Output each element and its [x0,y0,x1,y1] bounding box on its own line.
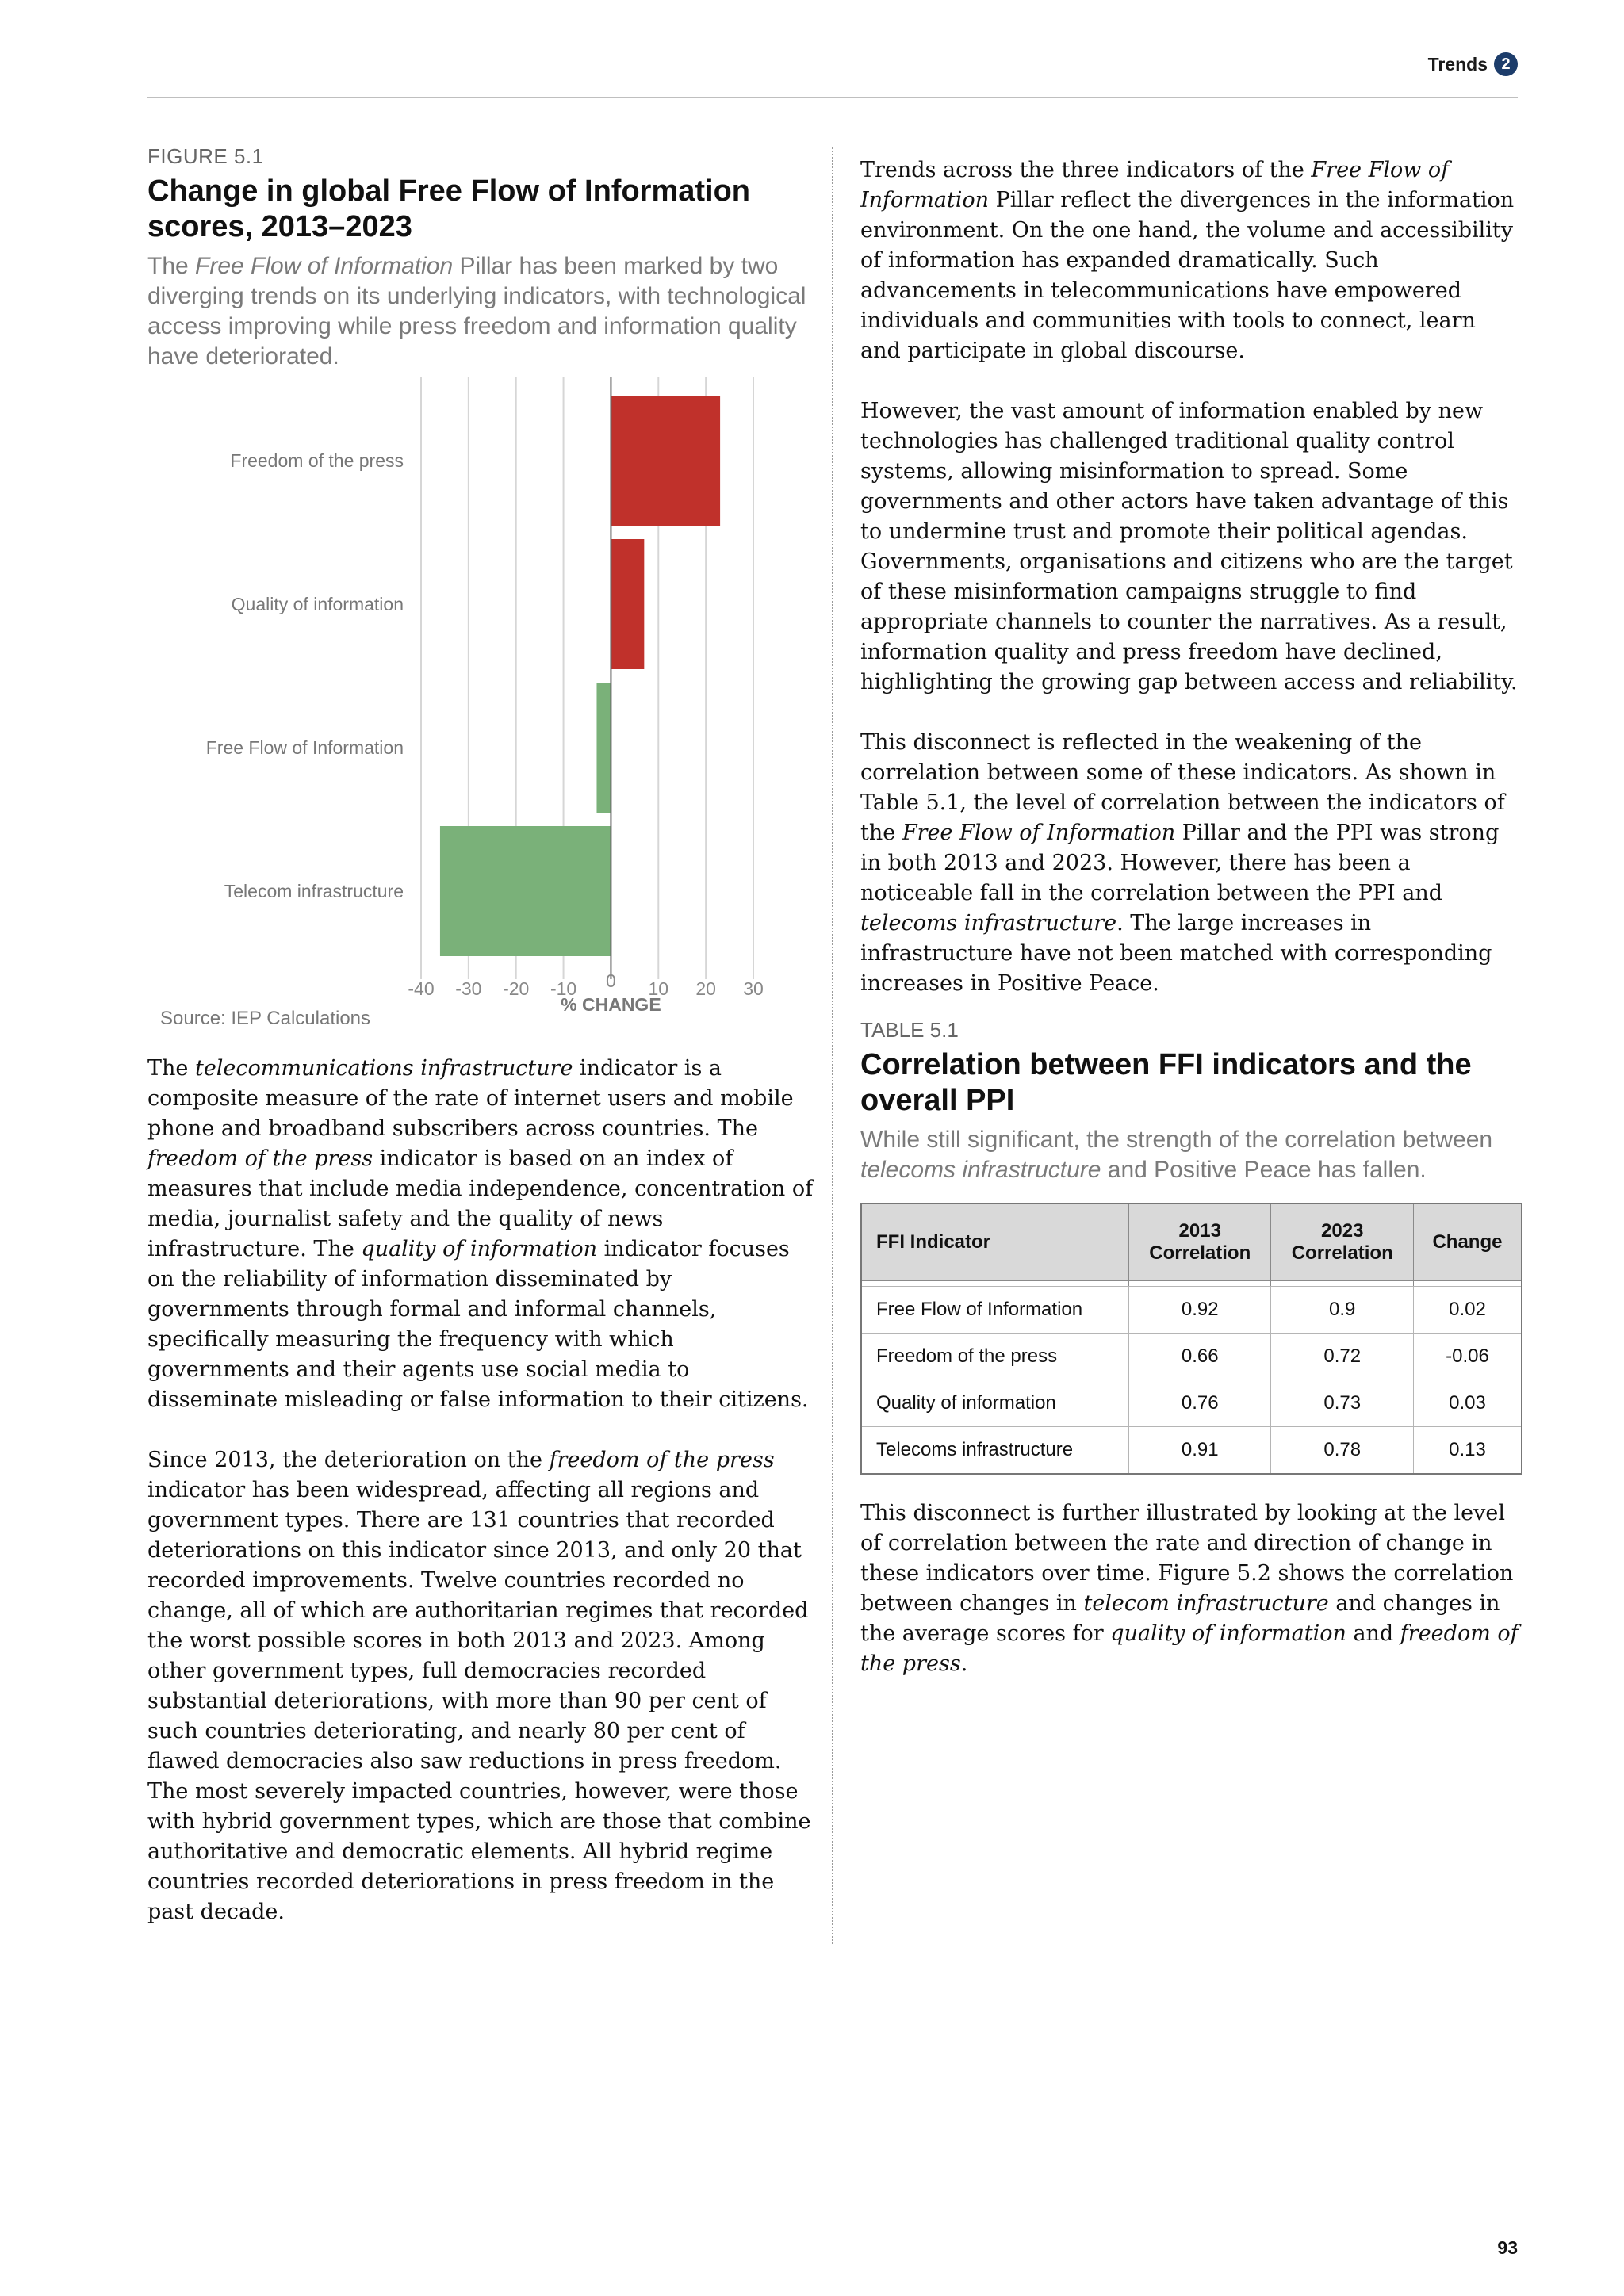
category-label: Telecom infrastructure [224,881,404,901]
table-spacer [861,1281,1522,1287]
table-cell: -0.06 [1413,1334,1522,1380]
table-cell: Quality of information [861,1380,1129,1427]
table-cell: Freedom of the press [861,1334,1129,1380]
figure-title: Change in global Free Flow of Information scores, 2013–2023 [147,174,750,243]
body-paragraph [860,155,1520,366]
left-body-text [147,1054,814,1927]
table-row [861,1380,1522,1427]
x-tick-label: -30 [455,978,482,999]
table-cell: Telecoms infrastructure [861,1427,1129,1475]
body-paragraph: However, the vast amount of information enabled by new technologies has challenged traditional quality control systems, allowing misinformation to spread. Some governments and other actors have taken advantage of this to undermine trust and promote their political agendas. Governments, organisations and citizens who are the target of these misinformation campaigns struggle to find appropriate channels to counter the narratives. As a result, information quality and press freedom have declined, highlighting the growing gap between access and reliability. [860,399,1518,695]
right-column [860,155,1520,1709]
column-header [1271,1203,1413,1281]
text-run: The [147,1056,195,1081]
text-run: While still significant, the strength of the correlation between [860,1127,1493,1153]
spacer-cell [1413,1281,1522,1287]
category-label: Freedom of the press [230,450,404,471]
text-run-italic: quality of information [361,1237,597,1261]
text-run: indicator has been widespread, affecting all regions and government types. There are 131 countries that recorded deteriorations on this indicator since 2013, and only 20 that recorded improvements. Twelve countries recorded no change, all of which are authoritarian regimes that recorded the worst possible scores in both 2013 and 2023. Among other government types, full democracies recorded substantial deteriorations, with more than 90 per cent of such countries deteriorating, and nearly 80 per cent of flawed democracies also saw reductions in press freedom. The most severely impacted countries, however, were those with hybrid government types, which are those that combine authoritative and democratic elements. All hybrid regime countries recorded deteriorations in press freedom in the past decade. [147,1478,811,1924]
text-run: and Positive Peace has fallen. [1101,1157,1427,1183]
chart-canvas [147,377,814,1015]
x-tick-label: -40 [408,978,435,999]
table-cell: 0.91 [1129,1427,1271,1475]
correlation-table [860,1203,1522,1475]
table-cell: Free Flow of Information [861,1287,1129,1334]
x-tick-label: -10 [550,978,577,999]
text-run: This disconnect is reflected in the weakening of the correlation between some of these indicators. As shown in Table 5.1, the level of correlation between the indicators of the [860,730,1505,845]
body-paragraph [147,1054,814,1415]
header-line: Correlation [1149,1242,1251,1264]
body-paragraph [147,1445,814,1927]
table-cell: 0.02 [1413,1287,1522,1334]
x-tick-label: 20 [695,978,716,999]
page-number: 93 [1497,2237,1518,2258]
text-run: . [960,1651,968,1676]
text-run: . The large increases in infrastructure have not been matched with corresponding increases in Positive Peace. [860,911,1492,996]
table-row [861,1287,1522,1334]
table-subtitle [860,1125,1520,1185]
figure-source: Source: IEP Calculations [160,1008,371,1029]
section-label: Trends [1427,53,1488,75]
text-run: indicator is a composite measure of the rate of internet users and mobile phone and broadband subscribers across countries. The [147,1056,794,1141]
figure-subtitle-part: Pillar has been marked by two diverging trends on its underlying indicators, with technological access improving while press freedom and information quality have deteriorated. [147,253,806,369]
spacer-cell [1271,1281,1413,1287]
x-tick-label: 0 [606,970,616,991]
bar-chart [147,377,814,1035]
text-run-italic: Free Flow of Information [902,821,1176,845]
table-cell: 0.92 [1129,1287,1271,1334]
x-tick-label: -20 [503,978,530,999]
text-run: Since 2013, the deterioration on the [147,1448,550,1472]
table-row [861,1427,1522,1475]
header-line: 2023 [1321,1220,1364,1242]
text-run: indicator focuses on the reliability of information disseminated by governments through formal and informal channels, specifically measuring the frequency with which governments and their agents use social media to disseminate misleading or false information to their citizens. [147,1237,809,1412]
table-cell: 0.03 [1413,1380,1522,1427]
text-run-italic: telecommunications infrastructure [194,1056,573,1081]
text-run-italic: quality of information [1110,1621,1346,1646]
section-number-badge: 2 [1494,52,1518,76]
bar-telecom-infrastructure [440,826,611,956]
table-cell: 0.66 [1129,1334,1271,1380]
table-cell: 0.73 [1271,1380,1413,1427]
right-body-text-lower [860,1498,1520,1679]
table-cell: 0.72 [1271,1334,1413,1380]
spacer-cell [861,1281,1129,1287]
figure-subtitle [147,251,814,372]
bar-quality-of-information [611,539,644,669]
text-run-italic: telecoms infrastructure [860,1157,1101,1183]
text-run: This disconnect is further illustrated by looking at the level of correlation between the rate and direction of change in these indicators over time. Figure 5.2 shows the correlation between changes in [860,1501,1514,1616]
x-tick-label: 10 [648,978,669,999]
category-label: Free Flow of Information [205,737,404,758]
column-divider [832,147,833,1944]
text-run: Pillar and the PPI was strong in both 2013 and 2023. However, there has been a noticeable fall in the correlation between the PPI and [860,821,1500,905]
text-run: and [1346,1621,1400,1646]
table-row [861,1334,1522,1380]
bar-free-flow-of-information [596,683,611,813]
header-line: Correlation [1291,1242,1393,1264]
table-title: Correlation between FFI indicators and the overall PPI [860,1048,1472,1117]
column-header: Change [1413,1203,1522,1281]
figure-subtitle-italic: Free Flow of Information [195,253,454,279]
figure-subtitle-part: The [147,253,196,279]
text-run: Trends across the three indicators of the [860,158,1312,182]
text-run-italic: telecoms infrastructure [860,911,1117,936]
header-rule [147,97,1518,98]
spacer-cell [1129,1281,1271,1287]
body-paragraph [860,728,1520,999]
text-run-italic: telecom infrastructure [1083,1591,1329,1616]
text-run-italic: Free Flow of Information [860,158,1450,212]
table-cell: 0.78 [1271,1427,1413,1475]
table-cell: 0.9 [1271,1287,1413,1334]
column-header [1129,1203,1271,1281]
bar-freedom-of-the-press [611,396,720,526]
text-run-italic: freedom of the press [549,1448,775,1472]
text-run: Pillar reflect the divergences in the information environment. On the one hand, the volume and accessibility of information has expanded dramatically. Such advancements in telecommunications have empowered individuals and communities with tools to connect, learn and participate in global discourse. [860,188,1515,363]
left-column [147,144,814,1957]
text-run-italic: freedom of the press [860,1621,1519,1676]
category-label: Quality of information [231,594,404,614]
header-line: 2013 [1178,1220,1221,1242]
table-cell: 0.13 [1413,1427,1522,1475]
table-cell: 0.76 [1129,1380,1271,1427]
x-axis-title: % CHANGE [561,994,661,1015]
text-run-italic: freedom of the press [147,1146,373,1171]
table-label: TABLE 5.1 [860,1018,959,1042]
running-header [1428,52,1518,76]
table-header-row [861,1203,1522,1281]
body-paragraph [860,1498,1520,1679]
x-tick-label: 30 [743,978,764,999]
text-run: and changes in the average scores for [860,1591,1500,1646]
right-body-text [860,155,1520,999]
figure-label: FIGURE 5.1 [147,144,264,168]
text-run: indicator is based on an index of measures that include media independence, concentration of media, journalist safety and the quality of news infrastructure. The [147,1146,814,1261]
column-header: FFI Indicator [861,1203,1129,1281]
